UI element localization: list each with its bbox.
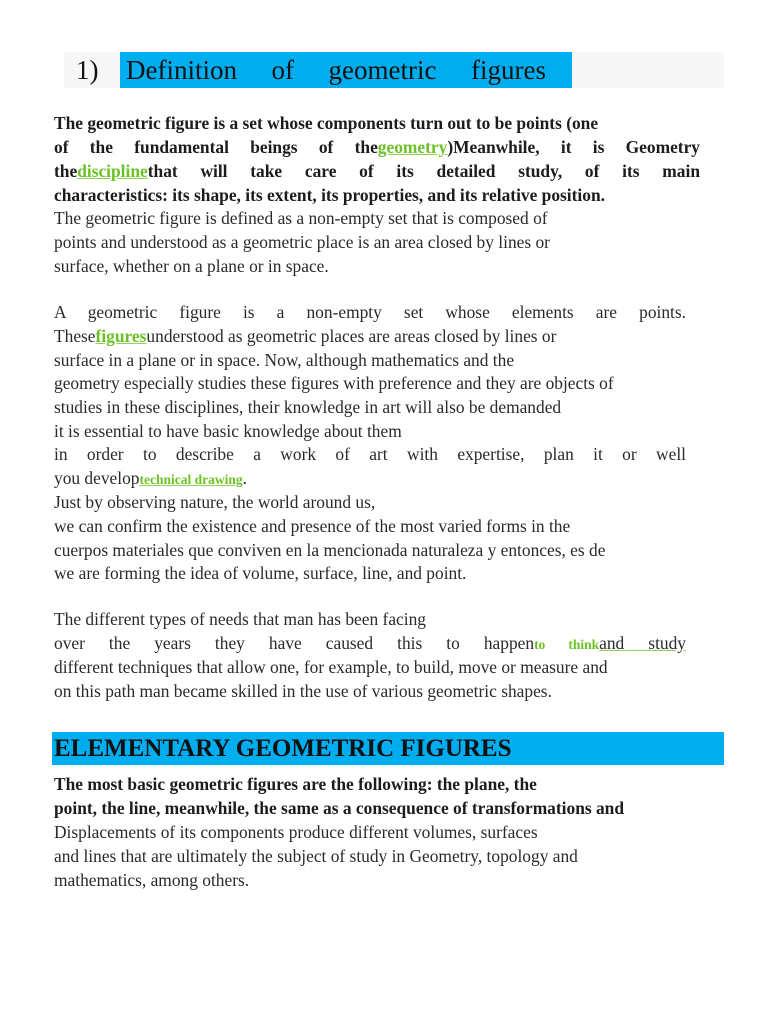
section-heading [64,52,724,88]
para4-line3: Displacements of its components produce different volumes, surfaces [54,822,538,842]
figures-link[interactable]: figures [95,326,147,346]
para2-line10: we can confirm the existence and presence of the most varied forms in the [54,516,571,536]
para2-line4: geometry especially studies these figures with preference and they are objects of [54,373,614,393]
para1-line1: The geometric figure is a set whose components turn out to be points (one [54,113,599,133]
para3-line1: The different types of needs that man has been facing [54,609,426,629]
para1-line6: points and understood as a geometric place is an area closed by lines or [54,232,550,252]
para3-line2: over the years they have caused this to happento thinkand study [54,633,686,653]
para2-line9: Just by observing nature, the world around us, [54,492,376,512]
section-title-bar [52,732,724,765]
para1-line7: surface, whether on a plane or in space. [54,256,329,276]
to-think-link[interactable]: to think [534,637,600,652]
para2-line2: Thesefiguresunderstood as geometric places are areas closed by lines or [54,326,557,346]
para1-line2: of the fundamental beings of thegeometry)Meanwhile, it is Geometry [54,137,700,157]
para2-line8: you developtechnical drawing. [54,468,247,488]
para4-line5: mathematics, among others. [54,870,250,890]
technical-drawing-link[interactable]: technical drawing [139,472,243,487]
para2-line6: it is essential to have basic knowledge about them [54,421,402,441]
heading-number: 1) [76,55,99,85]
para1-line4: characteristics: its shape, its extent, its properties, and its relative position. [54,185,605,205]
para4-line4: and lines that are ultimately the subject of study in Geometry, topology and [54,846,578,866]
para2-line12: we are forming the idea of volume, surface, line, and point. [54,563,467,583]
geometry-link[interactable]: geometry [377,137,448,157]
heading-title: Definition of geometric figures [126,55,546,85]
para3-line4: on this path man became skilled in the use of various geometric shapes. [54,681,552,701]
para1-line5: The geometric figure is defined as a non-empty set that is composed of [54,208,548,228]
para2-line7: in order to describe a work of art with expertise, plan it or well [54,444,686,464]
para2-line3: surface in a plane or in space. Now, although mathematics and the [54,350,515,370]
para1-line3: thedisciplinethat will take care of its detailed study, of its main [54,161,700,181]
para4-line2: point, the line, meanwhile, the same as a consequence of transformations and [54,798,625,818]
heading-highlight [120,52,572,88]
para2-line11: cuerpos materiales que conviven en la mencionada naturaleza y entonces, es de [54,540,606,560]
para4-line1: The most basic geometric figures are the following: the plane, the [54,774,537,794]
para3-line3: different techniques that allow one, for example, to build, move or measure and [54,657,608,677]
section-title: ELEMENTARY GEOMETRIC FIGURES [54,735,512,762]
para2-line1: A geometric figure is a non-empty set whose elements are points. [54,302,686,322]
para2-line5: studies in these disciplines, their knowledge in art will also be demanded [54,397,562,417]
discipline-link[interactable]: discipline [77,161,148,181]
